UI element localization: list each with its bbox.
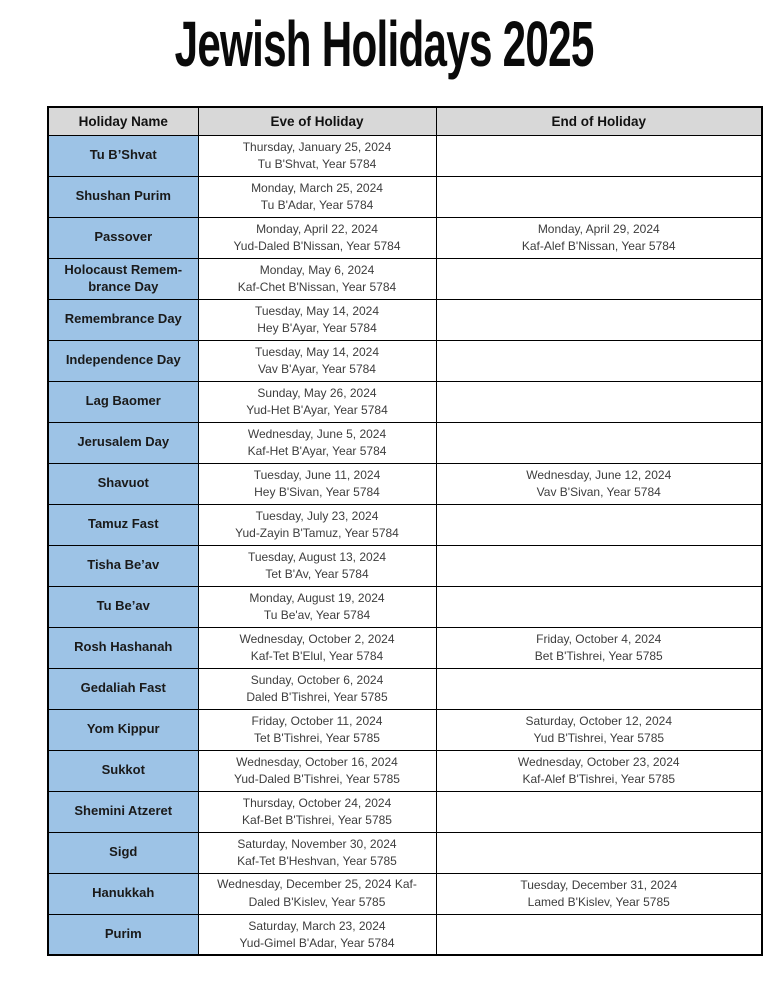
eve-hebrew-date: Daled B'Tishrei, Year 5785 [246,689,388,704]
end-gregorian-date: Tuesday, December 31, 2024 [520,877,678,892]
eve-hebrew-date: Kaf-Bet B'Tishrei, Year 5785 [242,812,392,827]
eve-of-holiday-cell [198,545,436,586]
end-gregorian-date: Monday, April 29, 2024 [537,221,660,236]
holiday-name-cell: Gedaliah Fast [48,668,198,709]
eve-of-holiday-cell [198,217,436,258]
holiday-name-cell: Passover [48,217,198,258]
eve-hebrew-date: Tu B'Shvat, Year 5784 [257,156,377,171]
eve-hebrew-date: Yud-Daled B'Tishrei, Year 5785 [234,771,400,786]
end-of-holiday-cell [436,832,762,873]
eve-gregorian-date: Wednesday, October 16, 2024 [236,754,398,769]
holidays-table [47,106,763,956]
eve-hebrew-date: Kaf-Chet B'Nissan, Year 5784 [237,279,397,294]
table-row [48,873,762,914]
eve-hebrew-date: Kaf-Tet B'Heshvan, Year 5785 [237,853,397,868]
table-row [48,504,762,545]
end-hebrew-date: Kaf-Alef B'Tishrei, Year 5785 [522,771,676,786]
eve-gregorian-date: Sunday, May 26, 2024 [257,385,377,400]
table-row [48,217,762,258]
eve-gregorian-date: Tuesday, July 23, 2024 [255,508,379,523]
holiday-name-cell: Lag Baomer [48,381,198,422]
table-row [48,627,762,668]
end-gregorian-date: Wednesday, June 12, 2024 [526,467,672,482]
table-row [48,422,762,463]
eve-of-holiday-cell [198,176,436,217]
holiday-name-cell: Sukkot [48,750,198,791]
holiday-name-cell: Sigd [48,832,198,873]
eve-gregorian-date: Wednesday, October 2, 2024 [239,631,395,646]
table-row [48,832,762,873]
eve-gregorian-date: Wednesday, June 5, 2024 [247,426,387,441]
table-row [48,463,762,504]
table-row [48,340,762,381]
holiday-name-cell: Rosh Hashanah [48,627,198,668]
page-title [0,8,768,81]
holiday-name-cell: Holocaust Remem-brance Day [48,258,198,299]
holiday-name-cell: Hanukkah [48,873,198,914]
holiday-name-cell: Tisha Be’av [48,545,198,586]
header-holiday-name: Holiday Name [48,107,198,135]
page-title-text: Jewish Holidays 2025 [174,9,594,81]
end-gregorian-date: Friday, October 4, 2024 [536,631,662,646]
holiday-name-cell: Tu B’Shvat [48,135,198,176]
eve-hebrew-date: Yud-Het B'Ayar, Year 5784 [246,402,388,417]
eve-gregorian-date: Tuesday, June 11, 2024 [253,467,381,482]
eve-hebrew-date: Daled B'Kislev, Year 5785 [248,894,386,909]
end-hebrew-date: Kaf-Alef B'Nissan, Year 5784 [521,238,676,253]
table-row [48,135,762,176]
eve-of-holiday-cell [198,750,436,791]
holiday-name-cell: Remembrance Day [48,299,198,340]
holiday-name-cell: Shemini Atzeret [48,791,198,832]
eve-of-holiday-cell [198,504,436,545]
holiday-name-cell: Independence Day [48,340,198,381]
end-of-holiday-cell [436,914,762,955]
end-of-holiday-cell [436,258,762,299]
eve-gregorian-date: Friday, October 11, 2024 [251,713,383,728]
eve-hebrew-date: Yud-Zayin B'Tamuz, Year 5784 [235,525,399,540]
eve-hebrew-date: Tet B'Tishrei, Year 5785 [254,730,380,745]
eve-gregorian-date: Thursday, October 24, 2024 [242,795,392,810]
eve-gregorian-date: Monday, August 19, 2024 [249,590,385,605]
end-gregorian-date: Saturday, October 12, 2024 [525,713,673,728]
holiday-name-cell: Tamuz Fast [48,504,198,545]
eve-gregorian-date: Sunday, October 6, 2024 [250,672,384,687]
table-row [48,381,762,422]
eve-of-holiday-cell [198,463,436,504]
end-of-holiday-cell [436,545,762,586]
eve-gregorian-date: Saturday, March 23, 2024 [248,918,386,933]
eve-gregorian-date: Saturday, November 30, 2024 [237,836,397,851]
end-of-holiday-cell [436,709,762,750]
eve-hebrew-date: Hey B'Sivan, Year 5784 [254,484,380,499]
eve-gregorian-date: Monday, March 25, 2024 [251,180,383,195]
eve-of-holiday-cell [198,299,436,340]
table-row [48,176,762,217]
eve-gregorian-date: Wednesday, December 25, 2024 Kaf- [217,877,417,892]
end-of-holiday-cell [436,299,762,340]
end-of-holiday-cell [436,381,762,422]
eve-of-holiday-cell [198,709,436,750]
end-of-holiday-cell [436,627,762,668]
table-row [48,545,762,586]
eve-of-holiday-cell [198,381,436,422]
header-end-of-holiday: End of Holiday [436,107,762,135]
eve-of-holiday-cell [198,914,436,955]
eve-of-holiday-cell [198,340,436,381]
holiday-name-cell: Shushan Purim [48,176,198,217]
holiday-name-cell: Shavuot [48,463,198,504]
eve-hebrew-date: Yud-Daled B'Nissan, Year 5784 [233,238,401,253]
eve-of-holiday-cell [198,791,436,832]
eve-of-holiday-cell [198,422,436,463]
end-of-holiday-cell [436,750,762,791]
eve-of-holiday-cell [198,832,436,873]
table-row [48,791,762,832]
end-hebrew-date: Lamed B'Kislev, Year 5785 [527,894,670,909]
end-of-holiday-cell [436,504,762,545]
end-of-holiday-cell [436,135,762,176]
end-of-holiday-cell [436,668,762,709]
table-row [48,299,762,340]
eve-gregorian-date: Monday, April 22, 2024 [256,221,378,236]
table-row [48,709,762,750]
eve-hebrew-date: Kaf-Tet B'Elul, Year 5784 [250,648,384,663]
header-eve-of-holiday: Eve of Holiday [198,107,436,135]
table-row [48,586,762,627]
end-of-holiday-cell [436,463,762,504]
holiday-name-cell: Purim [48,914,198,955]
table-row [48,258,762,299]
eve-of-holiday-cell [198,627,436,668]
end-of-holiday-cell [436,791,762,832]
eve-of-holiday-cell [198,135,436,176]
eve-of-holiday-cell [198,258,436,299]
eve-gregorian-date: Tuesday, May 14, 2024 [254,344,380,359]
eve-gregorian-date: Thursday, January 25, 2024 [242,139,392,154]
end-hebrew-date: Bet B'Tishrei, Year 5785 [534,648,663,663]
eve-of-holiday-cell [198,668,436,709]
table-row [48,750,762,791]
holiday-name-cell: Yom Kippur [48,709,198,750]
eve-of-holiday-cell [198,873,436,914]
eve-hebrew-date: Vav B'Ayar, Year 5784 [258,361,376,376]
eve-gregorian-date: Tuesday, May 14, 2024 [254,303,380,318]
table-header-row [48,107,762,135]
eve-hebrew-date: Tet B'Av, Year 5784 [265,566,369,581]
eve-gregorian-date: Tuesday, August 13, 2024 [247,549,387,564]
end-hebrew-date: Yud B'Tishrei, Year 5785 [533,730,665,745]
eve-gregorian-date: Monday, May 6, 2024 [259,262,375,277]
end-of-holiday-cell [436,217,762,258]
holiday-name-cell: Jerusalem Day [48,422,198,463]
eve-hebrew-date: Tu Be'av, Year 5784 [263,607,371,622]
eve-hebrew-date: Yud-Gimel B'Adar, Year 5784 [239,935,395,950]
eve-hebrew-date: Hey B'Ayar, Year 5784 [257,320,377,335]
end-of-holiday-cell [436,176,762,217]
end-of-holiday-cell [436,422,762,463]
table-row [48,668,762,709]
eve-hebrew-date: Tu B'Adar, Year 5784 [260,197,374,212]
eve-hebrew-date: Kaf-Het B'Ayar, Year 5784 [247,443,387,458]
holiday-name-cell: Tu Be’av [48,586,198,627]
table-row [48,914,762,955]
end-hebrew-date: Vav B'Sivan, Year 5784 [536,484,661,499]
eve-of-holiday-cell [198,586,436,627]
end-gregorian-date: Wednesday, October 23, 2024 [517,754,680,769]
end-of-holiday-cell [436,873,762,914]
end-of-holiday-cell [436,340,762,381]
end-of-holiday-cell [436,586,762,627]
